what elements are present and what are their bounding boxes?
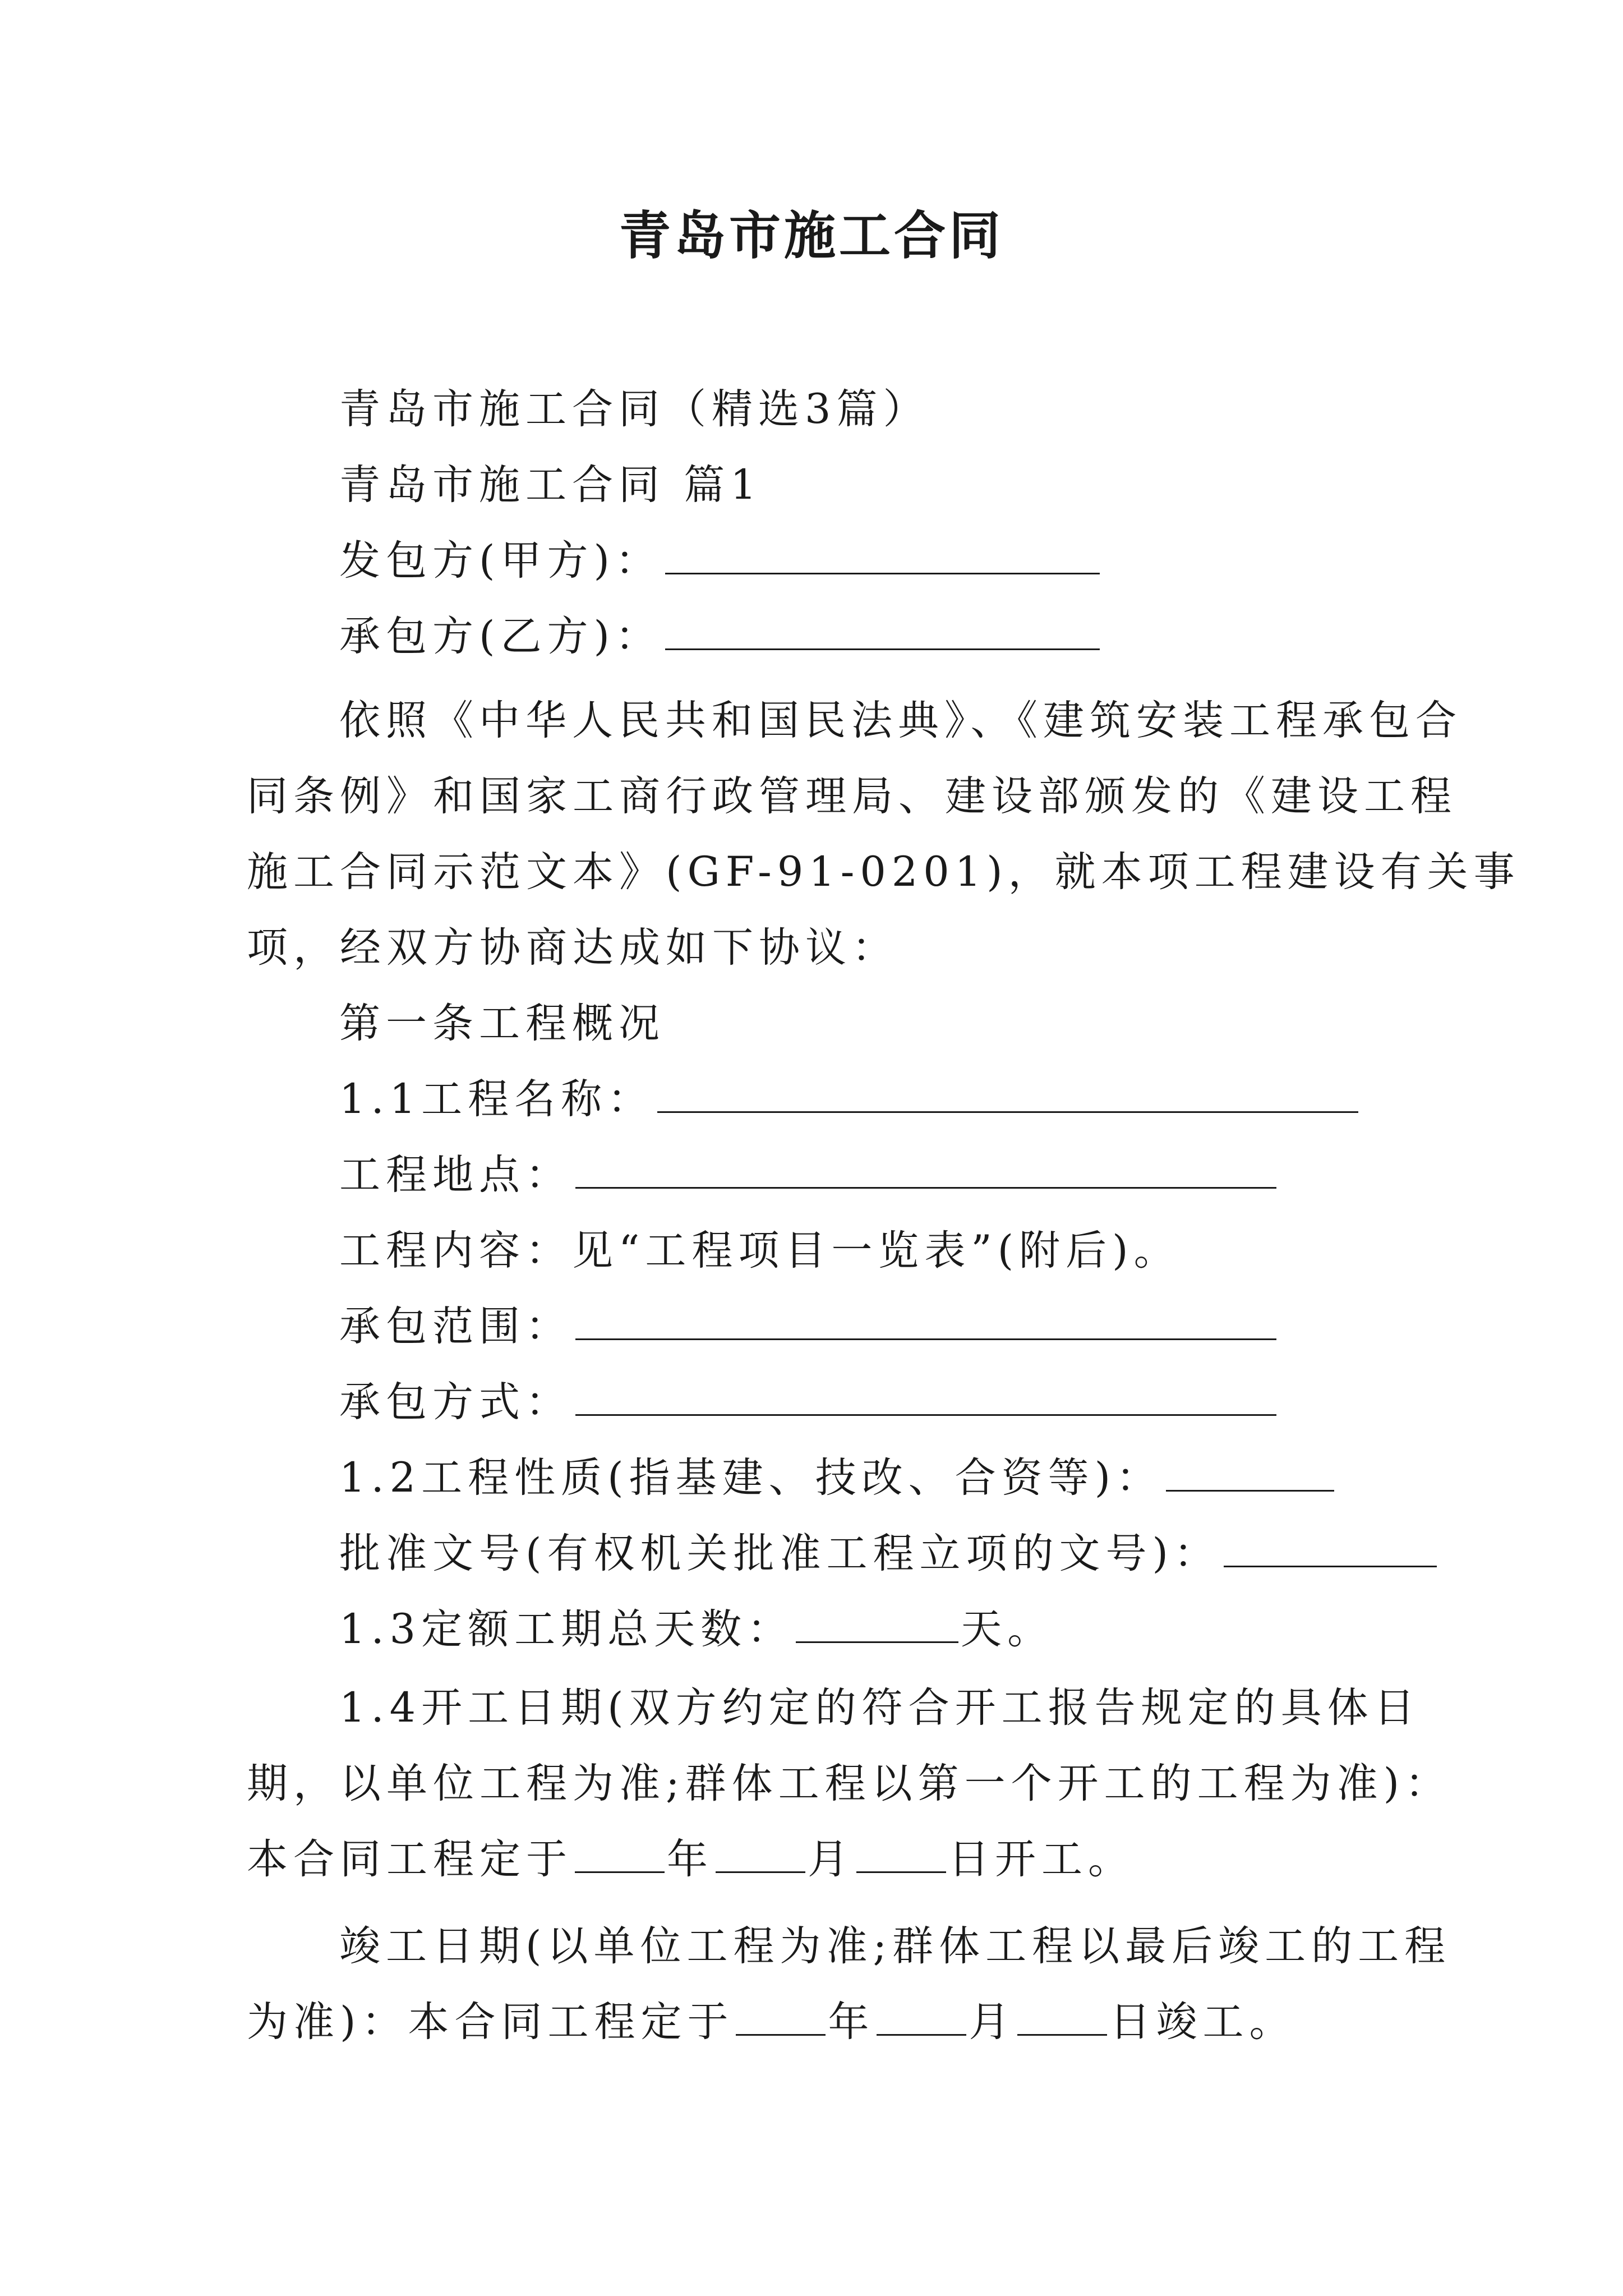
start-date-line-1: 1.4开工日期(双方约定的符合开工报告规定的具体日 [339,1684,1421,1732]
approval-no-blank [1224,1526,1437,1567]
contract-method-label: 承包方式： [339,1378,572,1426]
start-date-line-3 [247,1832,1135,1888]
completion-month-label: 月 [969,1998,1016,2046]
project-name-line [339,1071,1358,1128]
preamble-line-2: 同条例》和国家工商行政管理局、建设部颁发的《建设工程 [247,772,1457,820]
duration-line [339,1602,1054,1658]
project-location-blank [575,1148,1276,1189]
completion-month-blank [877,1995,966,2036]
preamble-line-3: 施工合同示范文本》(GF-91-0201)，就本项工程建设有关事 [247,848,1520,896]
start-month-blank [716,1832,805,1873]
contract-method-line [339,1374,1276,1430]
start-month-label: 月 [808,1835,854,1883]
completion-line-2 [247,1994,1295,2050]
approval-no-label: 批准文号(有权机关批准工程立项的文号)： [339,1530,1220,1577]
completion-year-blank [736,1995,826,2036]
project-nature-label: 1.2工程性质(指基建、技改、合资等)： [339,1454,1163,1502]
project-content: 工程内容：见“工程项目一览表”(附后)。 [339,1227,1181,1274]
start-day-blank [856,1832,946,1873]
duration-blank [796,1602,958,1643]
duration-unit: 天。 [961,1605,1054,1653]
project-nature-blank [1166,1451,1334,1492]
party-b-line [339,609,1100,665]
party-a-label: 发包方(甲方)： [339,537,662,585]
project-location-label: 工程地点： [339,1151,572,1199]
preamble-line-1: 依照《中华人民共和国民法典》、《建筑安装工程承包合 [339,697,1462,744]
contract-scope-label: 承包范围： [339,1303,572,1350]
contract-scope-line [339,1299,1276,1355]
approval-no-line [339,1526,1437,1582]
project-nature-line [339,1450,1334,1506]
party-b-label: 承包方(乙方)： [339,613,662,660]
project-name-label: 1.1工程名称： [339,1075,654,1123]
project-location-line [339,1147,1276,1203]
part-heading: 青岛市施工合同 篇1 [339,461,762,509]
party-b-blank [665,609,1100,650]
project-name-blank [657,1072,1358,1113]
completion-year-label: 年 [828,1998,875,2046]
completion-prefix: 为准)：本合同工程定于 [247,1998,734,2046]
document-subtitle: 青岛市施工合同（精选3篇） [339,385,930,433]
party-a-blank [665,533,1100,574]
article1-heading: 第一条工程概况 [339,1000,665,1047]
party-a-line [339,533,1100,589]
document-title: 青岛市施工合同 [619,205,1004,266]
duration-label: 1.3定额工期总天数： [339,1605,794,1653]
completion-day-blank [1017,1995,1107,2036]
start-suffix: 日开工。 [948,1835,1135,1883]
preamble-line-4: 项，经双方协商达成如下协议： [247,924,898,972]
completion-suffix: 日竣工。 [1109,1998,1296,2046]
contract-scope-blank [575,1299,1276,1340]
start-year-label: 年 [667,1835,713,1883]
contract-method-blank [575,1375,1276,1416]
start-date-prefix: 本合同工程定于 [247,1835,573,1883]
start-year-blank [575,1832,665,1873]
completion-line-1: 竣工日期(以单位工程为准;群体工程以最后竣工的工程 [339,1922,1451,1970]
start-date-line-2: 期，以单位工程为准;群体工程以第一个开工的工程为准)： [247,1760,1452,1807]
